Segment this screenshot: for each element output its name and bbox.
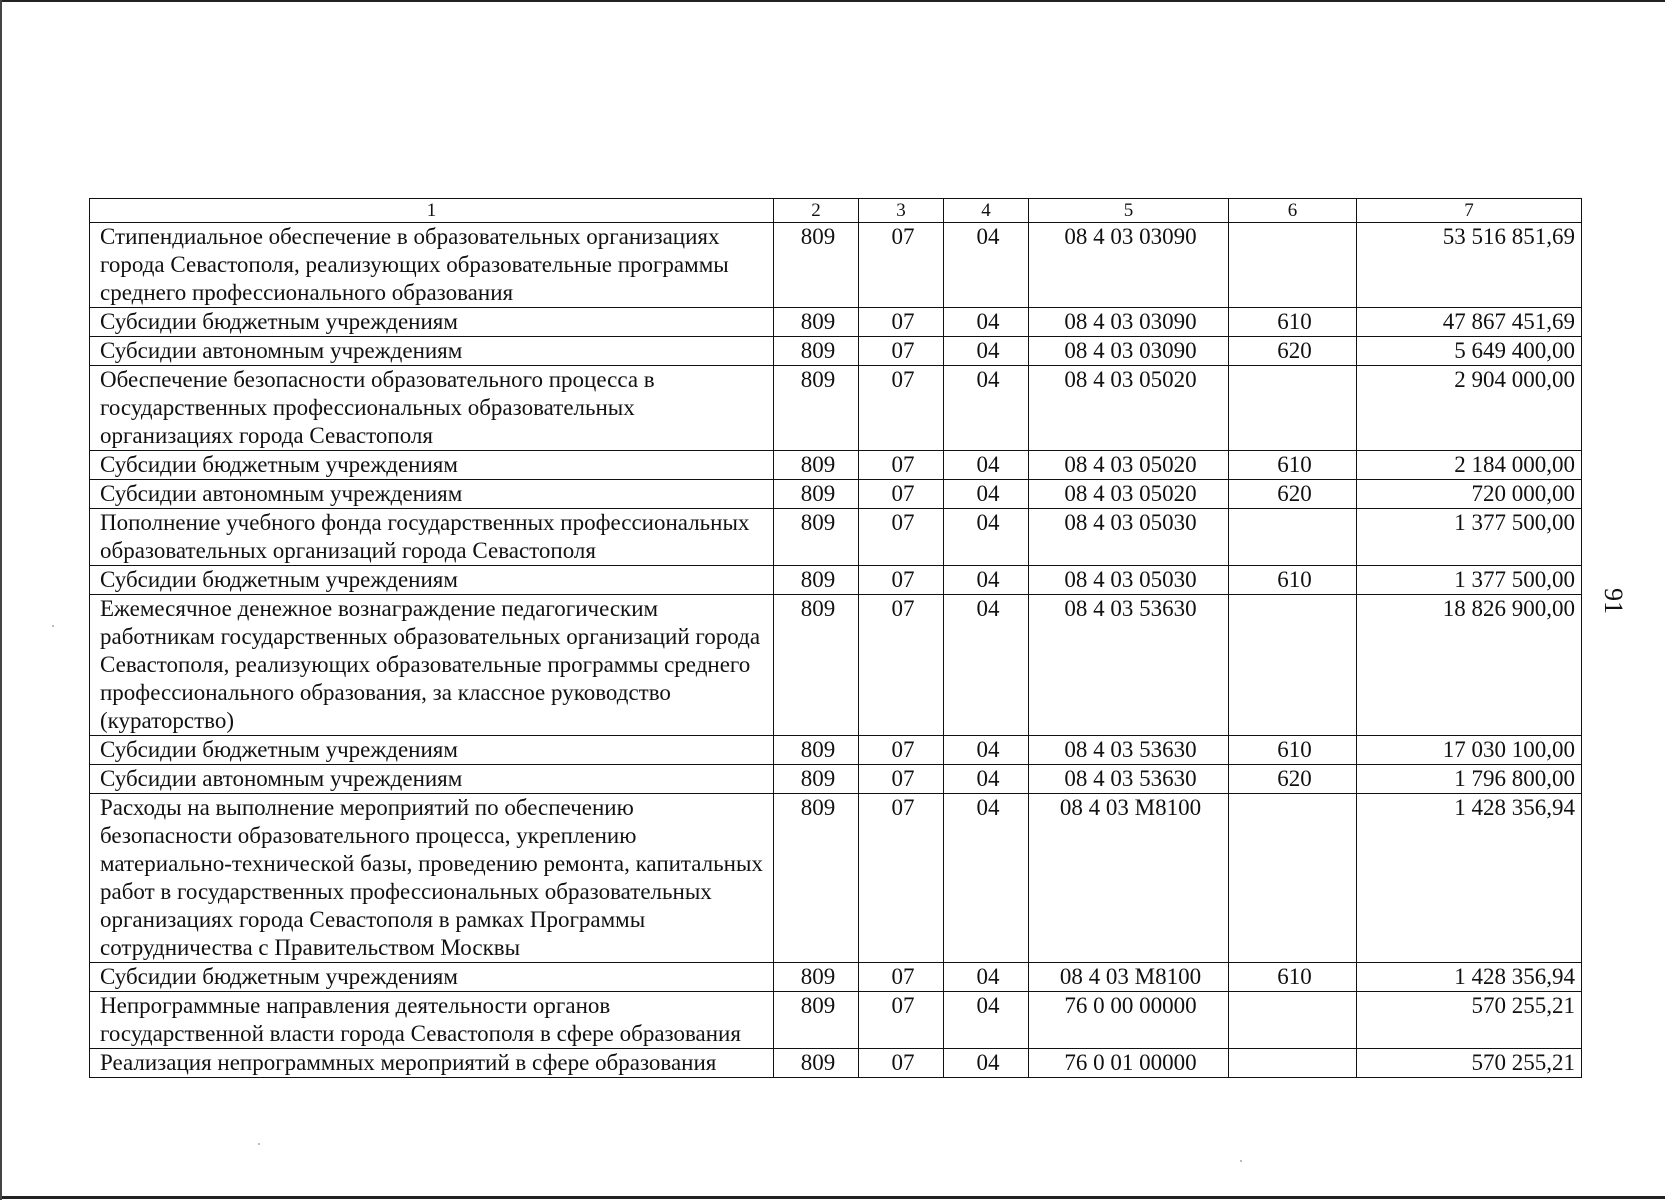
subsection-code: 04: [944, 595, 1029, 736]
row-amount: 570 255,21: [1357, 992, 1582, 1049]
row-name: Субсидии автономным учреждениям: [90, 765, 774, 794]
subsection-code: 04: [944, 308, 1029, 337]
expense-type-code: 610: [1229, 963, 1357, 992]
row-name: Субсидии автономным учреждениям: [90, 337, 774, 366]
section-code: 07: [859, 992, 944, 1049]
table-row: [90, 765, 1582, 794]
table-row: [90, 451, 1582, 480]
row-name: Пополнение учебного фонда государственных профессиональных образовательных организаций города Севастополя: [90, 509, 774, 566]
column-header: 3: [859, 199, 944, 223]
row-amount: 47 867 451,69: [1357, 308, 1582, 337]
row-name: Ежемесячное денежное вознаграждение педагогическим работникам государственных образовательных организаций города Севастополя, реализующих образовательные программы среднего профессионального образования, за классное руководство (кураторство): [90, 595, 774, 736]
row-name: Стипендиальное обеспечение в образовательных организациях города Севастополя, реализующих образовательные программы среднего профессионального образования: [90, 223, 774, 308]
scan-speck: [52, 625, 54, 627]
section-code: 07: [859, 451, 944, 480]
grbs-code: 809: [774, 366, 859, 451]
row-name: Непрограммные направления деятельности органов государственной власти города Севастополя в сфере образования: [90, 992, 774, 1049]
target-article-code: 08 4 03 03090: [1029, 308, 1229, 337]
section-code: 07: [859, 963, 944, 992]
subsection-code: 04: [944, 480, 1029, 509]
target-article-code: 08 4 03 05030: [1029, 566, 1229, 595]
row-name: Обеспечение безопасности образовательного процесса в государственных профессиональных образовательных организациях города Севастополя: [90, 366, 774, 451]
target-article-code: 08 4 03 05020: [1029, 366, 1229, 451]
expense-type-code: [1229, 992, 1357, 1049]
column-header: 2: [774, 199, 859, 223]
grbs-code: 809: [774, 308, 859, 337]
expense-type-code: 620: [1229, 480, 1357, 509]
target-article-code: 08 4 03 53630: [1029, 595, 1229, 736]
grbs-code: 809: [774, 765, 859, 794]
column-header: 1: [90, 199, 774, 223]
expense-type-code: [1229, 509, 1357, 566]
row-amount: 18 826 900,00: [1357, 595, 1582, 736]
row-name: Субсидии бюджетным учреждениям: [90, 963, 774, 992]
expense-type-code: 610: [1229, 308, 1357, 337]
column-header: 4: [944, 199, 1029, 223]
expense-type-code: 620: [1229, 337, 1357, 366]
table-row: [90, 963, 1582, 992]
budget-table: [89, 198, 1582, 1078]
table-row: [90, 595, 1582, 736]
subsection-code: 04: [944, 509, 1029, 566]
table-row: [90, 566, 1582, 595]
target-article-code: 08 4 03 05020: [1029, 451, 1229, 480]
grbs-code: 809: [774, 509, 859, 566]
row-name: Субсидии бюджетным учреждениям: [90, 451, 774, 480]
target-article-code: 76 0 00 00000: [1029, 992, 1229, 1049]
column-header: 5: [1029, 199, 1229, 223]
row-amount: 1 377 500,00: [1357, 566, 1582, 595]
section-code: 07: [859, 1049, 944, 1078]
subsection-code: 04: [944, 337, 1029, 366]
subsection-code: 04: [944, 765, 1029, 794]
grbs-code: 809: [774, 451, 859, 480]
expense-type-code: 620: [1229, 765, 1357, 794]
subsection-code: 04: [944, 223, 1029, 308]
row-amount: 2 904 000,00: [1357, 366, 1582, 451]
subsection-code: 04: [944, 794, 1029, 963]
expense-type-code: 610: [1229, 736, 1357, 765]
target-article-code: 08 4 03 53630: [1029, 765, 1229, 794]
section-code: 07: [859, 366, 944, 451]
table-row: [90, 366, 1582, 451]
row-amount: 1 428 356,94: [1357, 963, 1582, 992]
row-amount: 720 000,00: [1357, 480, 1582, 509]
row-amount: 1 796 800,00: [1357, 765, 1582, 794]
grbs-code: 809: [774, 992, 859, 1049]
subsection-code: 04: [944, 566, 1029, 595]
table-row: [90, 1049, 1582, 1078]
grbs-code: 809: [774, 794, 859, 963]
table-row: [90, 992, 1582, 1049]
expense-type-code: [1229, 595, 1357, 736]
scan-top-edge: [0, 0, 1665, 2]
row-name: Субсидии бюджетным учреждениям: [90, 566, 774, 595]
scan-speck: [1240, 1160, 1242, 1162]
row-amount: 17 030 100,00: [1357, 736, 1582, 765]
grbs-code: 809: [774, 566, 859, 595]
subsection-code: 04: [944, 736, 1029, 765]
expense-type-code: [1229, 794, 1357, 963]
table-row: [90, 337, 1582, 366]
target-article-code: 08 4 03 M8100: [1029, 794, 1229, 963]
table-row: [90, 308, 1582, 337]
table-row: [90, 509, 1582, 566]
scan-left-edge: [0, 0, 2, 1200]
row-name: Субсидии бюджетным учреждениям: [90, 736, 774, 765]
column-number-row: [90, 199, 1582, 223]
section-code: 07: [859, 765, 944, 794]
grbs-code: 809: [774, 480, 859, 509]
table-row: [90, 223, 1582, 308]
expense-type-code: [1229, 223, 1357, 308]
target-article-code: 76 0 01 00000: [1029, 1049, 1229, 1078]
section-code: 07: [859, 595, 944, 736]
scan-bottom-edge: [0, 1196, 1665, 1199]
row-name: Расходы на выполнение мероприятий по обеспечению безопасности образовательного процесса, укреплению материально-технической базы, проведению ремонта, капитальных работ в государственных профессиональных образовательных организациях города Севастополя в рамках Программы сотрудничества с Правительством Москвы: [90, 794, 774, 963]
table-row: [90, 480, 1582, 509]
target-article-code: 08 4 03 M8100: [1029, 963, 1229, 992]
grbs-code: 809: [774, 963, 859, 992]
section-code: 07: [859, 736, 944, 765]
target-article-code: 08 4 03 53630: [1029, 736, 1229, 765]
section-code: 07: [859, 337, 944, 366]
row-amount: 570 255,21: [1357, 1049, 1582, 1078]
table-row: [90, 736, 1582, 765]
row-name: Субсидии автономным учреждениям: [90, 480, 774, 509]
section-code: 07: [859, 480, 944, 509]
grbs-code: 809: [774, 223, 859, 308]
grbs-code: 809: [774, 736, 859, 765]
grbs-code: 809: [774, 1049, 859, 1078]
row-amount: 1 377 500,00: [1357, 509, 1582, 566]
scan-speck: [258, 1143, 260, 1145]
subsection-code: 04: [944, 451, 1029, 480]
section-code: 07: [859, 308, 944, 337]
target-article-code: 08 4 03 05020: [1029, 480, 1229, 509]
subsection-code: 04: [944, 963, 1029, 992]
row-name: Реализация непрограммных мероприятий в сфере образования: [90, 1049, 774, 1078]
subsection-code: 04: [944, 366, 1029, 451]
target-article-code: 08 4 03 05030: [1029, 509, 1229, 566]
row-name: Субсидии бюджетным учреждениям: [90, 308, 774, 337]
row-amount: 53 516 851,69: [1357, 223, 1582, 308]
target-article-code: 08 4 03 03090: [1029, 337, 1229, 366]
section-code: 07: [859, 794, 944, 963]
table-row: [90, 794, 1582, 963]
target-article-code: 08 4 03 03090: [1029, 223, 1229, 308]
section-code: 07: [859, 223, 944, 308]
grbs-code: 809: [774, 337, 859, 366]
subsection-code: 04: [944, 992, 1029, 1049]
expense-type-code: [1229, 366, 1357, 451]
row-amount: 5 649 400,00: [1357, 337, 1582, 366]
column-header: 6: [1229, 199, 1357, 223]
expense-type-code: 610: [1229, 451, 1357, 480]
row-amount: 2 184 000,00: [1357, 451, 1582, 480]
expense-type-code: 610: [1229, 566, 1357, 595]
section-code: 07: [859, 566, 944, 595]
subsection-code: 04: [944, 1049, 1029, 1078]
grbs-code: 809: [774, 595, 859, 736]
section-code: 07: [859, 509, 944, 566]
page-number: 91: [1599, 588, 1628, 614]
expense-type-code: [1229, 1049, 1357, 1078]
column-header: 7: [1357, 199, 1582, 223]
row-amount: 1 428 356,94: [1357, 794, 1582, 963]
